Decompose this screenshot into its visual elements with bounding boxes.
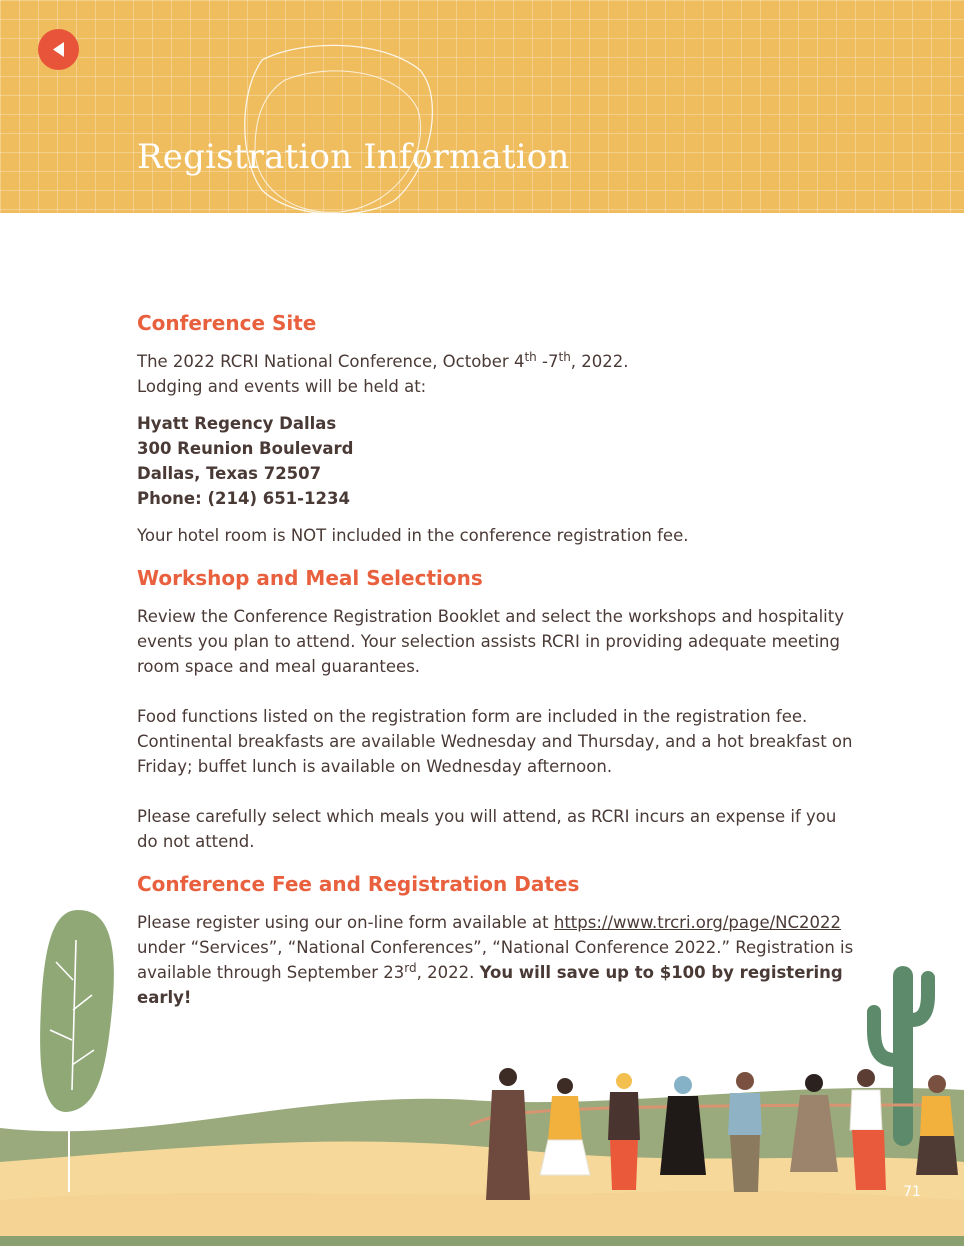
workshop-paragraph-1: Review the Conference Registration Booklet and select the workshops and hospitality events you plan to attend. Your selection assists RCRI in providing adequate meeting room space and meal guarantees. xyxy=(137,607,844,676)
page-header xyxy=(0,0,964,213)
workshop-paragraph-3: Please carefully select which meals you will attend, as RCRI incurs an expense if you do not attend. xyxy=(137,807,837,851)
heading-fee: Conference Fee and Registration Dates xyxy=(137,872,580,896)
back-button[interactable] xyxy=(38,29,79,70)
hotel-city: Dallas, Texas 72507 xyxy=(137,464,322,483)
page-number-badge xyxy=(886,1176,938,1208)
page-number: 71 xyxy=(903,1184,921,1200)
triangle-left-icon xyxy=(38,29,79,70)
conference-intro: The 2022 RCRI National Conference, October 4th -7th, 2022. xyxy=(137,350,629,371)
heading-workshop: Workshop and Meal Selections xyxy=(137,566,483,590)
early-registration-note: You will save up to $100 by registering early! xyxy=(137,963,843,1007)
hotel-phone: Phone: (214) 651-1234 xyxy=(137,489,350,508)
hotel-address xyxy=(137,411,857,511)
scribble-decoration xyxy=(0,0,964,213)
fee-paragraph: Please register using our on-line form available at https://www.trcri.org/page/NC2022 under “Services”, “National Conferences”, “National Conference 2022.” Registration is available through September 23rd, 2022. You will save up to $100 by registering early! xyxy=(137,913,854,1007)
registration-link[interactable]: https://www.trcri.org/page/NC2022 xyxy=(553,913,842,932)
page-title: Registration Information xyxy=(137,137,570,177)
workshop-paragraph-2: Food functions listed on the registration form are included in the registration fee. Continental breakfasts are available Wednesday and Thursday, and a hot breakfast on Friday; buffet lunch is available on Wednesday afternoon. xyxy=(137,707,853,776)
hotel-street: 300 Reunion Boulevard xyxy=(137,439,354,458)
landscape-illustration xyxy=(0,900,964,1246)
conference-intro-line2: Lodging and events will be held at: xyxy=(137,377,427,396)
heading-conference-site: Conference Site xyxy=(137,311,317,335)
hotel-name: Hyatt Regency Dallas xyxy=(137,414,337,433)
hotel-fee-note: Your hotel room is NOT included in the conference registration fee. xyxy=(137,526,689,545)
